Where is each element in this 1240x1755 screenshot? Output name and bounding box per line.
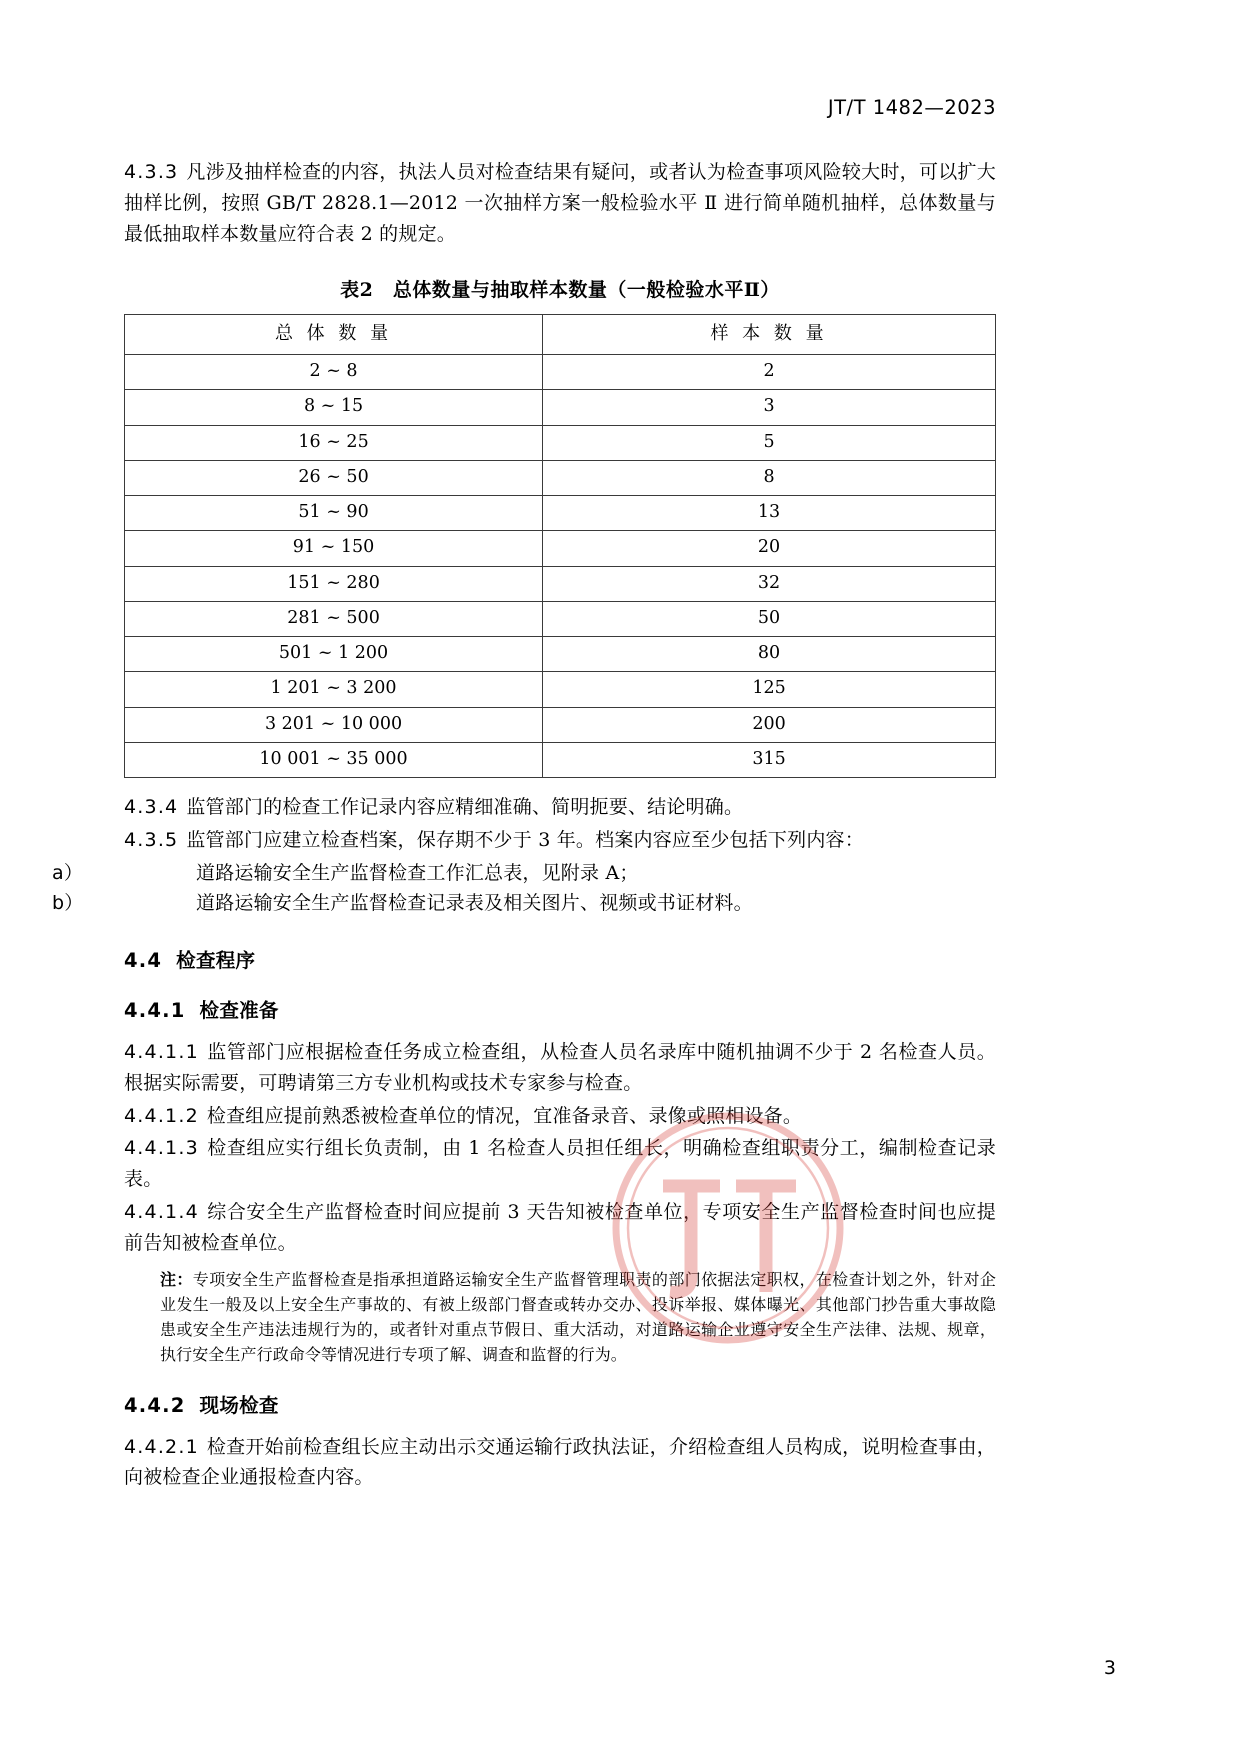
paragraph-number-4-4-1-1: 4.4.1.1	[124, 1041, 199, 1064]
table-2-caption: 表2 总体数量与抽取样本数量（一般检验水平Ⅱ）	[340, 279, 780, 302]
section-number-4-4: 4.4	[124, 949, 163, 973]
paragraph-number-4-4-2-1: 4.4.2.1	[124, 1435, 199, 1458]
paragraph-4-3-3	[124, 157, 996, 249]
list-item	[52, 858, 996, 889]
paragraph-4-4-2-1	[124, 1432, 996, 1494]
paragraph-text-4-3-3: 凡涉及抽样检查的内容，执法人员对检查结果有疑问，或者认为检查事项风险较大时，可以扩大抽样比例，按照 GB/T 2828.1—2012 一次抽样方案一般检验水平 Ⅱ 进行简单随机抽样，总体数量与最低抽取样本数量应符合表 2 的规定。	[124, 161, 996, 245]
cell-sample: 20	[543, 531, 996, 566]
cell-population: 8 ~ 15	[125, 390, 543, 425]
section-number-4-4-2: 4.4.2	[124, 1393, 186, 1417]
table-row	[125, 460, 996, 495]
paragraph-number-4-3-4: 4.3.4	[124, 796, 179, 819]
cell-population: 51 ~ 90	[125, 496, 543, 531]
cell-population: 2 ~ 8	[125, 355, 543, 390]
cell-population: 151 ~ 280	[125, 566, 543, 601]
cell-population: 10 001 ~ 35 000	[125, 742, 543, 777]
list-item	[52, 888, 996, 919]
cell-population: 281 ~ 500	[125, 601, 543, 636]
paragraph-number-4-3-3: 4.3.3	[124, 161, 179, 183]
table-row	[125, 707, 996, 742]
section-heading-4-4-1	[124, 995, 996, 1023]
section-heading-4-4	[124, 945, 996, 973]
page-number: 3	[1103, 1657, 1116, 1679]
cell-sample: 13	[543, 496, 996, 531]
cell-population: 501 ~ 1 200	[125, 637, 543, 672]
table-row	[125, 355, 996, 390]
section-number-4-4-1: 4.4.1	[124, 999, 186, 1023]
table-header-row	[125, 315, 996, 355]
table-row	[125, 601, 996, 636]
page-header-standard-number: JT/T 1482—2023	[827, 96, 996, 119]
note-text: 专项安全生产监督检查是指承担道路运输安全生产监督管理职责的部门依据法定职权，在检查计划之外，针对企业发生一般及以上安全生产事故的、有被上级部门督查或转办交办、投诉举报、媒体曝光、其他部门抄告重大事故隐患或安全生产违法违规行为的，或者针对重点节假日、重大活动，对道路运输企业遵守安全生产法律、法规、规章，执行安全生产行政命令等情况进行专项了解、调查和监督的行为。	[160, 1269, 996, 1365]
table-row	[125, 425, 996, 460]
cell-population: 16 ~ 25	[125, 425, 543, 460]
paragraph-text-4-4-1-3: 检查组应实行组长负责制，由 1 名检查人员担任组长，明确检查组职责分工，编制检查记录表。	[124, 1137, 996, 1191]
cell-sample: 5	[543, 425, 996, 460]
page-content	[52, 96, 996, 1495]
paragraph-text-4-4-2-1: 检查开始前检查组长应主动出示交通运输行政执法证，介绍检查组人员构成，说明检查事由，向被检查企业通报检查内容。	[124, 1435, 996, 1489]
cell-sample: 80	[543, 637, 996, 672]
cell-population: 91 ~ 150	[125, 531, 543, 566]
table-row	[125, 637, 996, 672]
cell-sample: 125	[543, 672, 996, 707]
paragraph-4-3-5	[124, 825, 996, 856]
list-item-marker: a）	[52, 861, 84, 884]
paragraph-4-3-4	[124, 792, 996, 823]
section-title-4-4-2: 现场检查	[199, 1393, 279, 1417]
cell-sample: 8	[543, 460, 996, 495]
section-heading-4-4-2	[124, 1390, 996, 1418]
table-header-sample: 样 本 数 量	[543, 315, 996, 355]
table-row	[125, 566, 996, 601]
table-row	[125, 672, 996, 707]
cell-sample: 50	[543, 601, 996, 636]
table-row	[125, 390, 996, 425]
paragraph-text-4-3-4: 监管部门的检查工作记录内容应精细准确、简明扼要、结论明确。	[186, 796, 744, 819]
cell-population: 1 201 ~ 3 200	[125, 672, 543, 707]
paragraph-text-4-3-5: 监管部门应建立检查档案，保存期不少于 3 年。档案内容应至少包括下列内容：	[186, 828, 864, 851]
table-2-sample-sizes	[124, 314, 996, 778]
paragraph-number-4-4-1-2: 4.4.1.2	[124, 1104, 199, 1127]
list-item-label: 道路运输安全生产监督检查工作汇总表，见附录 A；	[196, 861, 639, 884]
table-row	[125, 496, 996, 531]
cell-sample: 315	[543, 742, 996, 777]
paragraph-text-4-4-1-1: 监管部门应根据检查任务成立检查组，从检查人员名录库中随机抽调不少于 2 名检查人员。根据实际需要，可聘请第三方专业机构或技术专家参与检查。	[124, 1041, 996, 1094]
paragraph-number-4-3-5: 4.3.5	[124, 828, 179, 851]
table-row	[125, 531, 996, 566]
section-title-4-4: 检查程序	[176, 949, 256, 973]
note-label: 注：	[160, 1269, 193, 1289]
cell-sample: 32	[543, 566, 996, 601]
table-header-population: 总 体 数 量	[125, 315, 543, 355]
list-item-marker: b）	[52, 892, 84, 915]
table-row	[125, 742, 996, 777]
paragraph-number-4-4-1-4: 4.4.1.4	[124, 1200, 199, 1223]
paragraph-4-4-1-1	[124, 1037, 996, 1099]
cell-population: 26 ~ 50	[125, 460, 543, 495]
paragraph-text-4-4-1-2: 检查组应提前熟悉被检查单位的情况，宜准备录音、录像或照相设备。	[206, 1104, 803, 1127]
paragraph-text-4-4-1-4: 综合安全生产监督检查时间应提前 3 天告知被检查单位，专项安全生产监督检查时间也应提前告知被检查单位。	[124, 1200, 996, 1254]
cell-sample: 200	[543, 707, 996, 742]
paragraph-4-4-1-2	[124, 1101, 996, 1132]
cell-population: 3 201 ~ 10 000	[125, 707, 543, 742]
paragraph-number-4-4-1-3: 4.4.1.3	[124, 1137, 199, 1160]
note-block	[124, 1267, 996, 1368]
paragraph-4-4-1-3	[124, 1133, 996, 1195]
cell-sample: 3	[543, 390, 996, 425]
list-item-label: 道路运输安全生产监督检查记录表及相关图片、视频或书证材料。	[196, 892, 753, 915]
paragraph-4-4-1-4	[124, 1197, 996, 1259]
section-title-4-4-1: 检查准备	[199, 999, 279, 1023]
cell-sample: 2	[543, 355, 996, 390]
